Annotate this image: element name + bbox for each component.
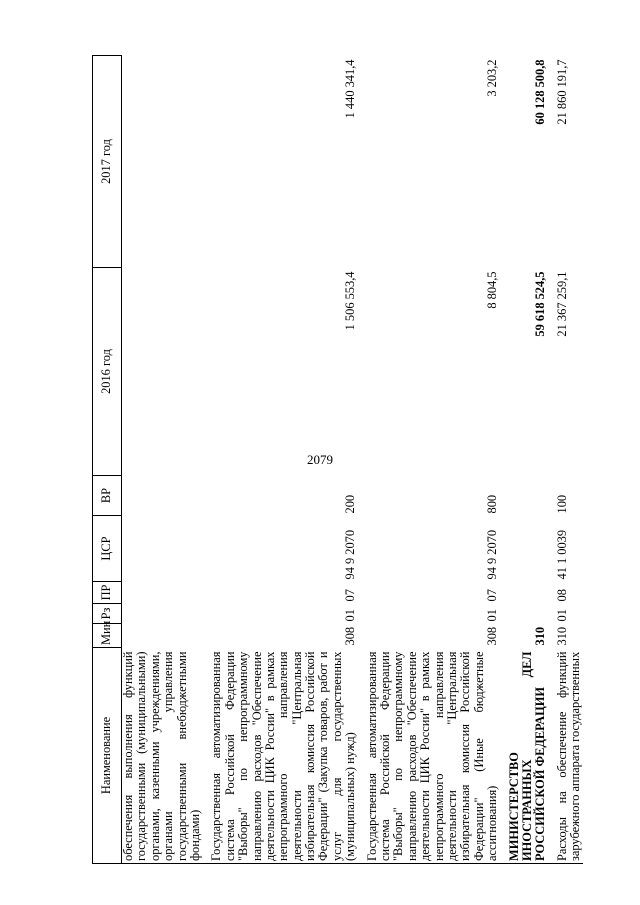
cell-csr [508,516,548,582]
cell-csr: 94 9 2070 [343,529,358,580]
cell-pr [122,582,203,604]
cell-2017: 1 440 341,4 [343,59,358,119]
header-min: Мин [93,624,122,648]
cell-min: 308 [485,626,500,646]
cell-pr [508,582,548,604]
header-csr: ЦСР [93,516,122,582]
cell-pr: 07 [343,589,358,602]
cell-pr: 07 [485,589,500,602]
header-pr: ПР [93,582,122,604]
cell-rz [508,604,548,624]
cell-vr [508,476,548,516]
cell-2017: 21 860 191,7 [554,59,569,125]
cell-rz: 01 [343,609,358,622]
budget-table [92,55,583,864]
header-2016: 2016 год [93,268,122,476]
cell-name: Государственная автоматизированная система Российской Федерации "Выборы" по непрограммному направлению расходов "Обеспечение деятельности ЦИК России" в рамках непрограммного направления деятельности "Центральная избирательная комиссия Российской Федерации" (Закупка товаров, работ и услуг для государственных (муниципальных) нужд) [210,648,357,864]
header-vr: ВР [93,476,122,516]
cell-rz [122,604,203,624]
cell-min [122,624,203,648]
cell-name: Расходы на обеспечение функций зарубежного аппарата государственных [556,648,583,864]
table-row [556,56,583,864]
table-header [93,56,122,864]
cell-min: 308 [343,626,358,646]
header-rz: Рз [93,604,122,624]
cell-2017: 60 128 500,8 [533,59,548,125]
cell-pr: 08 [554,589,569,602]
cell-name: Государственная автоматизированная система Российской Федерации "Выборы" по непрограммному направлению расходов "Обеспечение деятельности ЦИК России" в рамках непрограммного направления деятельности "Центральная избирательная комиссия Российской Федерации" (Иные бюджетные ассигнования) [366,648,500,864]
cell-name: обеспечения выполнения функций государственными (муниципальными) органами, казенными учреждениями, органами управления государственными внебюджетными фондами) [122,648,203,864]
cell-rz: 01 [554,609,569,622]
table-row [508,56,548,864]
table-row [122,56,203,864]
cell-csr: 41 1 0039 [554,529,569,580]
cell-2016 [122,268,203,476]
cell-2016: 1 506 553,4 [343,271,358,331]
cell-2017: 3 203,2 [485,59,500,97]
page-number: 2079 [307,452,333,467]
cell-vr: 200 [343,494,358,514]
table-row [366,56,500,864]
table-row [210,56,357,864]
cell-2016: 8 804,5 [485,271,500,309]
cell-csr: 94 9 2070 [485,529,500,580]
header-2017: 2017 год [93,56,122,268]
cell-name: МИНИСТЕРСТВО ИНОСТРАННЫХ ДЕЛ РОССИЙСКОЙ ФЕДЕРАЦИИ [508,648,548,864]
cell-min: 310 [533,626,548,646]
cell-vr: 100 [554,494,569,514]
cell-csr [122,516,203,582]
cell-2016: 59 618 524,5 [533,271,548,337]
cell-2017 [122,56,203,268]
cell-vr [122,476,203,516]
cell-vr: 800 [485,494,500,514]
header-name: Наименование [93,648,122,864]
rotated-table-wrapper [92,56,614,864]
cell-min: 310 [554,626,569,646]
cell-2016: 21 367 259,1 [554,271,569,337]
cell-rz: 01 [485,609,500,622]
